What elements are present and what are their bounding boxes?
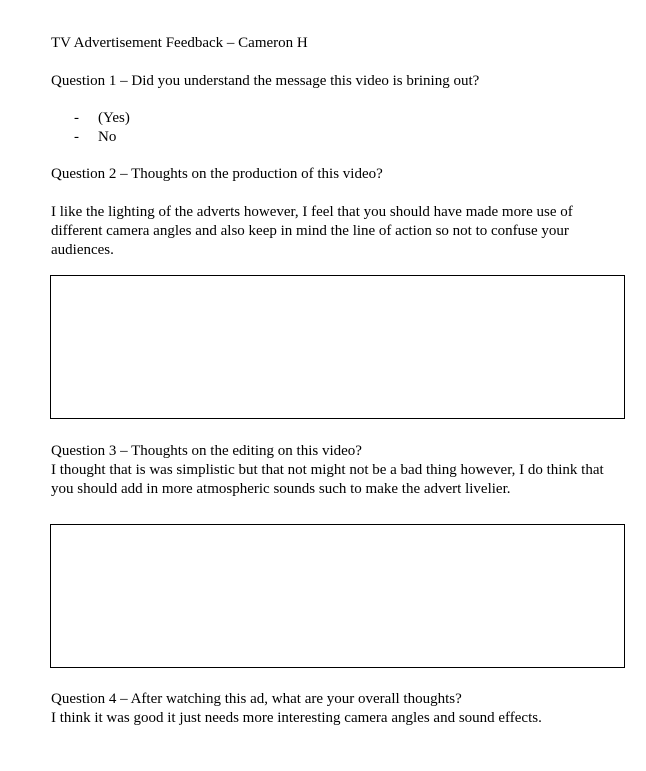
- question-4: Question 4 – After watching this ad, what are your overall thoughts?: [51, 691, 462, 707]
- answer-option-no: [74, 128, 116, 147]
- document-title: TV Advertisement Feedback – Cameron H: [51, 35, 308, 51]
- answer-4: I think it was good it just needs more interesting camera angles and sound effects.: [51, 710, 542, 726]
- option-label: (Yes): [98, 110, 130, 126]
- bullet-dash: -: [74, 129, 79, 145]
- answer-3: I thought that is was simplistic but that not might not be a bad thing however, I do think that you should add in more atmospheric sounds such to make the advert livelier.: [51, 462, 604, 497]
- question-1: Question 1 – Did you understand the message this video is brining out?: [51, 73, 480, 89]
- answer-2: I like the lighting of the adverts however, I feel that you should have made more use of different camera angles and also keep in mind the line of action so not to confuse your audiences.: [51, 204, 573, 258]
- question-2: Question 2 – Thoughts on the production of this video?: [51, 166, 383, 182]
- question-3: Question 3 – Thoughts on the editing on this video?: [51, 443, 362, 459]
- option-label: No: [98, 129, 117, 145]
- answer-box-3[interactable]: [50, 524, 625, 668]
- answer-box-2[interactable]: [50, 275, 625, 419]
- bullet-dash: -: [74, 110, 79, 126]
- answer-option-yes: [74, 109, 130, 128]
